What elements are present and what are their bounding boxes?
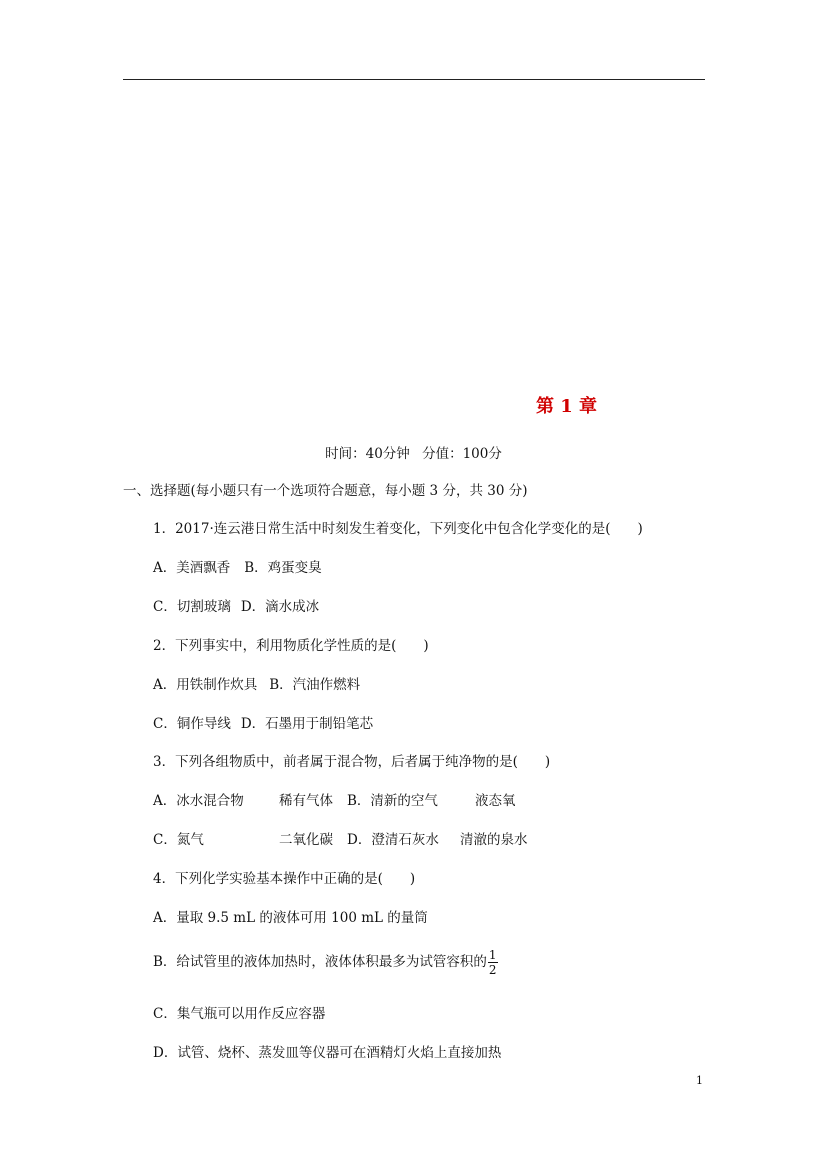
question-3-option-b: B．清新的空气 (347, 793, 438, 809)
question-4-option-c: C．集气瓶可以用作反应容器 (153, 1006, 326, 1022)
question-3-option-d: D．澄清石灰水 (347, 832, 439, 848)
question-4-stem: 4．下列化学实验基本操作中正确的是( ) (153, 871, 416, 887)
question-2-options-cd (153, 715, 373, 733)
question-4-option-a: A．量取 9.5 mL 的液体可用 100 mL 的量筒 (153, 910, 428, 926)
header-rule (123, 79, 705, 80)
question-2-option-c: C．铜作导线 (153, 716, 231, 732)
question-4-option-d: D．试管、烧杯、蒸发皿等仪器可在酒精灯火焰上直接加热 (153, 1045, 502, 1061)
chapter-title: 第 1 章 (536, 396, 598, 417)
fraction-numerator: 1 (488, 948, 497, 962)
question-2-stem: 2．下列事实中，利用物质化学性质的是( ) (153, 638, 429, 654)
question-2-option-d: D．石墨用于制铅笔芯 (240, 716, 374, 732)
question-3-option-c: C．氮气 (153, 832, 204, 848)
question-2-options-ab (153, 676, 360, 694)
question-3-option-c-second: 二氧化碳 (279, 832, 333, 848)
exam-meta (0, 442, 827, 462)
question-2-option-a: A．用铁制作炊具 (153, 677, 258, 693)
question-3-option-b-second: 液态氧 (475, 793, 516, 809)
page-number: 1 (696, 1074, 703, 1087)
question-3-stem: 3．下列各组物质中，前者属于混合物，后者属于纯净物的是( ) (153, 754, 551, 770)
question-4-option-b (153, 948, 498, 977)
question-1-option-c: C．切割玻璃 (153, 599, 231, 615)
question-1-options-cd (153, 598, 319, 616)
exam-score: 分值：100分 (422, 446, 502, 462)
question-2-option-b: B．汽油作燃料 (269, 677, 361, 693)
exam-time: 时间：40分钟 (325, 446, 410, 462)
question-3-option-a: A．冰水混合物 (153, 793, 244, 809)
question-3-option-a-second: 稀有气体 (279, 793, 333, 809)
section-heading: 一、选择题(每小题只有一个选项符合题意，每小题 3 分，共 30 分) (123, 483, 528, 499)
question-1-stem: 1．2017·连云港日常生活中时刻发生着变化，下列变化中包含化学变化的是( ) (153, 521, 643, 537)
question-3-option-d-second: 清澈的泉水 (460, 832, 528, 848)
fraction-one-half (488, 948, 498, 977)
question-1-option-a: A．美酒飘香 (153, 560, 231, 576)
question-1-option-b: B．鸡蛋变臭 (244, 560, 322, 576)
question-1-option-d: D．滴水成冰 (240, 599, 320, 615)
question-4-option-b-text: B．给试管里的液体加热时，液体体积最多为试管容积的 (153, 954, 487, 970)
fraction-denominator: 2 (488, 963, 497, 977)
question-1-options-ab (153, 559, 322, 577)
